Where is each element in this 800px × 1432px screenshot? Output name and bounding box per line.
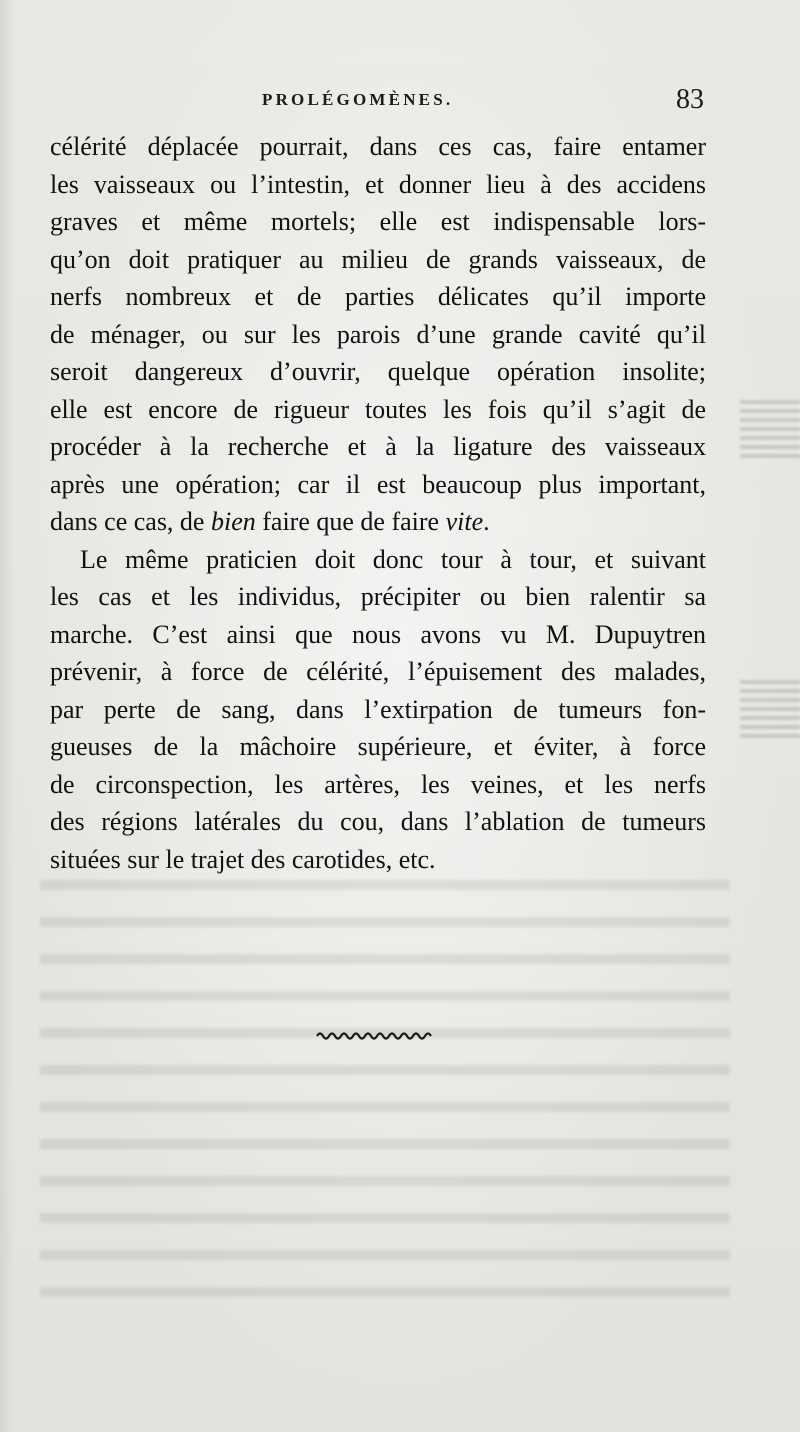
- page-gutter-shadow: [0, 0, 14, 1432]
- text-line: célérité déplacée pourrait, dans ces cas, faire entamer: [50, 132, 706, 161]
- text-line: de ménager, ou sur les parois d’une grande cavité qu’il: [50, 319, 706, 349]
- text-line: Le même praticien doit donc tour à tour, et suivant: [80, 544, 706, 574]
- text-line: gueuses de la mâchoire supérieure, et éviter, à force: [50, 732, 706, 761]
- text-line: nerfs nombreux et de parties délicates qu’il importe: [50, 282, 706, 311]
- page-number: 83: [676, 84, 704, 115]
- italic-word-vite: vite: [445, 507, 484, 536]
- text-line: après une opération; car il est beaucoup plus important,: [50, 469, 706, 499]
- running-head: [0, 86, 800, 116]
- text-line: graves et même mortels; elle est indispensable lors-: [50, 207, 706, 236]
- text-line: seroit dangereux d’ouvrir, quelque opération insolite;: [50, 357, 706, 386]
- text-line: les cas et les individus, précipiter ou bien ralentir sa: [50, 582, 706, 611]
- running-title: PROLÉGOMÈNES.: [262, 90, 454, 109]
- margin-show-through-2: [740, 680, 800, 740]
- text-line: de circonspection, les artères, les veines, et les nerfs: [50, 769, 706, 799]
- wavy-rule-ornament: [315, 1028, 435, 1042]
- show-through-text: [40, 860, 730, 1300]
- text-line: situées sur le trajet des carotides, etc.: [50, 844, 436, 874]
- text-line: des régions latérales du cou, dans l’ablation de tumeurs: [50, 807, 706, 836]
- paragraph-2: [50, 541, 706, 879]
- paragraph-1: [50, 128, 706, 541]
- text-line: prévenir, à force de célérité, l’épuisement des malades,: [50, 657, 706, 686]
- text-line: qu’on doit pratiquer au milieu de grands vaisseaux, de: [50, 244, 706, 274]
- text-line: marche. C’est ainsi que nous avons vu M. Dupuytren: [50, 619, 706, 649]
- text-line-last: [50, 503, 706, 541]
- body-text: [50, 128, 706, 878]
- text-segment: faire que de faire: [255, 507, 446, 536]
- text-line: procéder à la recherche et à la ligature des vaisseaux: [50, 432, 706, 461]
- text-segment: .: [483, 507, 490, 536]
- text-line: par perte de sang, dans l’extirpation de tumeurs fon-: [50, 694, 706, 724]
- text-line: elle est encore de rigueur toutes les fois qu’il s’agit de: [50, 394, 706, 424]
- italic-word-bien: bien: [210, 507, 256, 536]
- text-line: les vaisseaux ou l’intestin, et donner lieu à des accidens: [50, 169, 706, 199]
- margin-show-through-1: [740, 400, 800, 460]
- text-segment: dans ce cas, de: [50, 507, 211, 536]
